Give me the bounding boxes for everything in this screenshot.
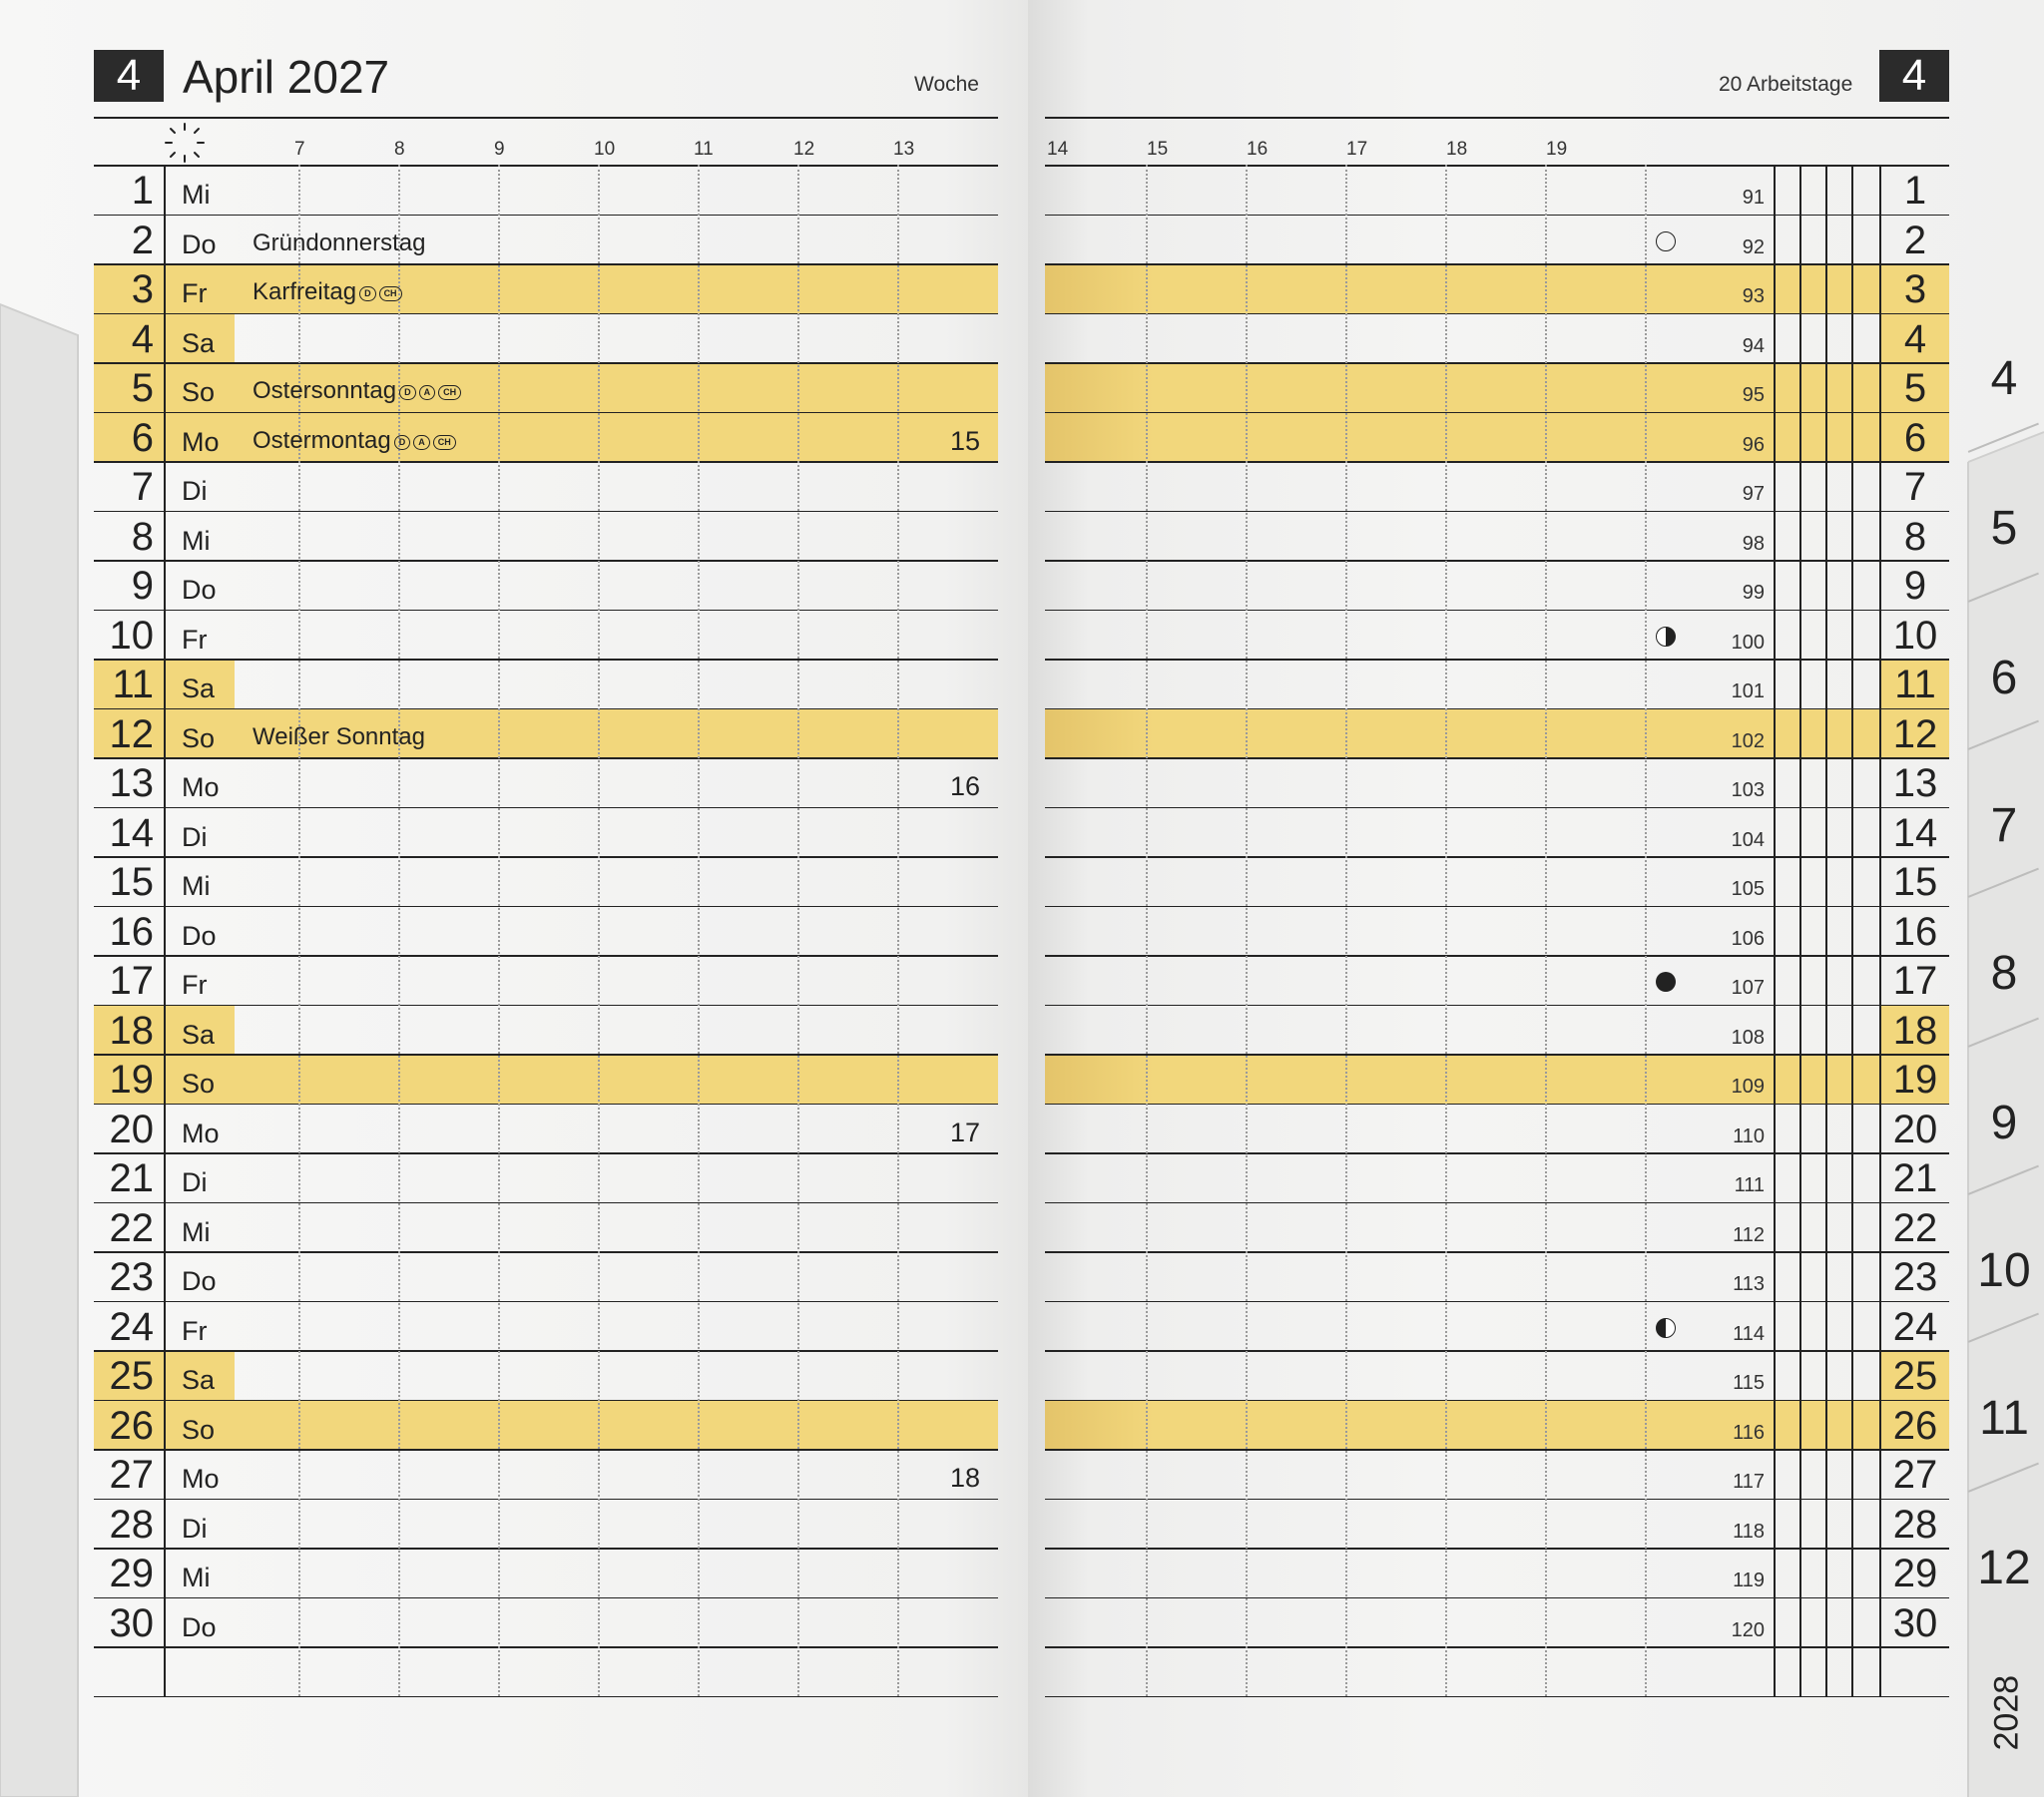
- day-number: 22: [109, 1205, 154, 1250]
- holiday-band: [1045, 263, 1949, 313]
- day-number: 3: [131, 267, 154, 311]
- row-rule: [94, 412, 998, 414]
- row-rule: [94, 807, 998, 809]
- hour-gridline: [1345, 165, 1347, 1696]
- day-number: 24: [109, 1304, 154, 1349]
- moon-phase-icon: [1656, 627, 1676, 647]
- weekday-label: Mo: [182, 426, 220, 457]
- weekday-label: Mi: [182, 180, 211, 210]
- day-number-right: 3: [1903, 267, 1927, 311]
- row-rule: [94, 757, 998, 759]
- row-rule: [94, 1301, 998, 1303]
- week-number: 16: [949, 771, 980, 801]
- day-number: 20: [109, 1107, 154, 1151]
- day-number-right: 9: [1903, 564, 1927, 608]
- row-rule: [1045, 1301, 1949, 1303]
- weekday-label: Di: [182, 1167, 208, 1197]
- day-number: 6: [131, 415, 154, 460]
- moon-phase-icon: [1656, 231, 1676, 251]
- note-column-divider: [1774, 165, 1776, 1696]
- weekday-label: Do: [182, 228, 217, 259]
- row-rule: [94, 461, 998, 463]
- hour-gridline: [1545, 165, 1547, 1696]
- day-number: 30: [109, 1600, 154, 1645]
- row-rule: [94, 1646, 998, 1648]
- day-number: 17: [109, 959, 154, 1003]
- weekday-label: So: [182, 1069, 216, 1099]
- row-rule: [1045, 165, 1949, 167]
- week-number: 17: [949, 1117, 980, 1147]
- row-rule: [94, 165, 998, 167]
- day-number: 28: [109, 1502, 154, 1547]
- day-number-right: 25: [1892, 1354, 1938, 1398]
- row-rule: [1045, 461, 1949, 463]
- day-number-right: 12: [1892, 711, 1938, 756]
- row-rule: [94, 708, 998, 710]
- row-rule: [1045, 906, 1949, 908]
- holiday-band: [94, 412, 998, 462]
- row-rule: [94, 1696, 998, 1698]
- hour-label: 12: [793, 139, 815, 160]
- weekday-label: Di: [182, 1513, 208, 1544]
- day-number: 23: [109, 1255, 154, 1299]
- weekday-label: So: [182, 722, 216, 753]
- row-rule: [94, 1005, 998, 1007]
- day-number-right: 23: [1892, 1255, 1938, 1299]
- weekday-label: Di: [182, 821, 208, 852]
- hour-label: 14: [1047, 139, 1069, 160]
- row-rule: [1045, 1251, 1949, 1253]
- row-rule: [1045, 215, 1949, 217]
- hour-label: 11: [694, 139, 714, 160]
- row-rule: [1045, 1499, 1949, 1501]
- month-tab[interactable]: 5: [1990, 502, 2018, 555]
- hour-gridline: [698, 165, 700, 1696]
- day-of-year: 96: [1742, 433, 1765, 456]
- hour-gridline: [598, 165, 600, 1696]
- month-tab[interactable]: 10: [1977, 1244, 2031, 1297]
- day-number: 29: [109, 1552, 154, 1595]
- day-of-year: 105: [1731, 878, 1765, 900]
- hour-label: 18: [1446, 139, 1468, 160]
- holiday-band: [1045, 1400, 1949, 1450]
- day-number: 15: [109, 860, 154, 904]
- weekday-label: Fr: [182, 278, 208, 308]
- day-of-year: 107: [1731, 977, 1765, 999]
- holiday-label: Gründonnerstag: [253, 228, 426, 256]
- hour-label: 15: [1147, 139, 1169, 160]
- hour-label: 8: [394, 139, 405, 160]
- weekday-label: Sa: [182, 1019, 216, 1050]
- day-number-right: 16: [1892, 909, 1938, 954]
- hour-gridline: [1146, 165, 1148, 1696]
- weekday-label: Do: [182, 1611, 217, 1642]
- day-of-year: 94: [1742, 334, 1765, 357]
- row-rule: [1045, 1202, 1949, 1204]
- weekday-label: Mi: [182, 525, 211, 556]
- weekday-label: Fr: [182, 970, 208, 1000]
- day-number: 18: [109, 1008, 154, 1053]
- weekday-label: So: [182, 1414, 216, 1445]
- holiday-name: [253, 724, 425, 750]
- day-number-right: 5: [1903, 366, 1927, 410]
- week-number: 18: [949, 1463, 980, 1493]
- holiday-name: [253, 279, 402, 305]
- row-rule: [1045, 1449, 1949, 1451]
- hour-label: 16: [1247, 139, 1269, 160]
- moon-phase-icon: [1656, 1318, 1676, 1338]
- day-column-divider: [164, 165, 166, 1696]
- weekday-label: Fr: [182, 1315, 208, 1346]
- row-rule: [94, 1152, 998, 1154]
- note-column-divider: [1825, 165, 1827, 1696]
- day-of-year: 97: [1742, 483, 1765, 505]
- row-rule: [1045, 412, 1949, 414]
- day-number-right: 17: [1892, 959, 1938, 1003]
- row-rule: [1045, 856, 1949, 858]
- day-number-right: 22: [1892, 1205, 1938, 1250]
- row-rule: [94, 313, 998, 315]
- hour-gridline: [797, 165, 799, 1696]
- row-rule: [94, 1251, 998, 1253]
- row-rule: [94, 1104, 998, 1106]
- row-rule: [1045, 807, 1949, 809]
- row-rule: [1045, 757, 1949, 759]
- day-number: 5: [131, 366, 154, 410]
- weekday-label: Sa: [182, 674, 216, 703]
- day-number-right: 14: [1892, 810, 1938, 855]
- holiday-band: [1045, 1054, 1949, 1104]
- holiday-label: Weißer Sonntag: [253, 722, 425, 750]
- day-number-right: 26: [1892, 1403, 1938, 1448]
- day-of-year: 118: [1733, 1520, 1765, 1543]
- day-number: 10: [109, 613, 154, 658]
- row-rule: [94, 1597, 998, 1599]
- day-number-right: 13: [1892, 761, 1938, 805]
- day-number-right: 29: [1892, 1552, 1938, 1595]
- weekday-label: Mo: [182, 1464, 220, 1494]
- holiday-band: [1045, 362, 1949, 412]
- day-of-year: 114: [1733, 1322, 1765, 1345]
- month-tab[interactable]: 9: [1990, 1097, 2018, 1149]
- month-tab[interactable]: 7: [1990, 799, 2018, 852]
- holiday-band: [1045, 708, 1949, 758]
- holiday-name: [253, 378, 461, 404]
- day-number: 9: [131, 564, 154, 608]
- weekday-label: Do: [182, 1266, 217, 1296]
- row-rule: [94, 659, 998, 661]
- holiday-name: [253, 230, 425, 256]
- day-number: 7: [131, 465, 154, 509]
- day-number-right: 11: [1894, 663, 1936, 706]
- row-rule: [94, 215, 998, 217]
- header-rule-right: [1045, 117, 1949, 119]
- day-number: 19: [109, 1058, 154, 1102]
- day-of-year: 104: [1731, 828, 1765, 851]
- moon-phase-icon: [1656, 972, 1676, 992]
- day-of-year: 110: [1733, 1124, 1765, 1147]
- note-column-divider: [1851, 165, 1853, 1696]
- month-tab[interactable]: 11: [1979, 1392, 2029, 1445]
- holiday-band: [94, 708, 998, 758]
- hour-label: 9: [494, 139, 505, 160]
- row-rule: [94, 1548, 998, 1550]
- day-number: 13: [109, 761, 154, 805]
- region-badge: D: [399, 385, 416, 400]
- row-rule: [1045, 955, 1949, 957]
- row-rule: [1045, 1005, 1949, 1007]
- day-number: 4: [131, 316, 154, 361]
- day-number: 12: [109, 711, 154, 756]
- month-number-badge: 4: [94, 50, 164, 102]
- hour-label: 7: [294, 139, 305, 160]
- row-rule: [1045, 1104, 1949, 1106]
- row-rule: [1045, 511, 1949, 513]
- day-of-year: 92: [1742, 235, 1765, 258]
- holiday-band: [94, 362, 998, 412]
- day-of-year: 95: [1742, 384, 1765, 406]
- day-of-year: 117: [1733, 1471, 1765, 1493]
- week-number: 15: [949, 425, 980, 456]
- row-rule: [94, 1350, 998, 1352]
- row-rule: [1045, 313, 1949, 315]
- day-number: 2: [131, 218, 154, 262]
- row-rule: [1045, 1597, 1949, 1599]
- holiday-band: [94, 263, 998, 313]
- row-rule: [94, 511, 998, 513]
- hour-gridline: [1246, 165, 1248, 1696]
- day-number: 26: [109, 1403, 154, 1448]
- holiday-label: Karfreitag: [253, 278, 357, 305]
- weekday-label: Sa: [182, 1365, 216, 1395]
- hour-label: 10: [594, 139, 616, 160]
- row-rule: [1045, 1696, 1949, 1698]
- holiday-band: [94, 1400, 998, 1450]
- day-number-right: 8: [1903, 514, 1927, 559]
- weekday-label: Mo: [182, 1118, 220, 1148]
- day-number-right: 1: [1903, 169, 1927, 213]
- row-rule: [1045, 1646, 1949, 1648]
- weekday-label: Mi: [182, 1216, 211, 1247]
- note-column-divider: [1799, 165, 1801, 1696]
- row-rule: [1045, 1548, 1949, 1550]
- holiday-label: Ostersonntag: [253, 377, 397, 404]
- row-rule: [94, 1400, 998, 1402]
- region-badge: CH: [433, 435, 456, 450]
- row-rule: [94, 955, 998, 957]
- weekday-label: Fr: [182, 624, 208, 655]
- hour-label: 19: [1546, 139, 1568, 160]
- row-rule: [94, 362, 998, 364]
- day-number-right: 21: [1892, 1156, 1938, 1200]
- row-rule: [94, 1054, 998, 1056]
- day-number-right: 2: [1903, 218, 1927, 262]
- weekday-label: Do: [182, 920, 217, 951]
- region-badge: D: [394, 435, 411, 450]
- region-badge: CH: [438, 385, 461, 400]
- row-rule: [94, 906, 998, 908]
- day-number: 16: [109, 909, 154, 954]
- row-rule: [1045, 1152, 1949, 1154]
- row-rule: [1045, 560, 1949, 562]
- day-number: 8: [131, 514, 154, 559]
- day-of-year: 100: [1731, 631, 1765, 654]
- row-rule: [94, 1449, 998, 1451]
- month-tab[interactable]: 12: [1977, 1542, 2031, 1594]
- row-rule: [1045, 263, 1949, 265]
- hour-label: 17: [1346, 139, 1368, 160]
- day-number: 27: [109, 1453, 154, 1497]
- hour-gridline: [1645, 165, 1647, 1696]
- row-rule: [94, 610, 998, 612]
- month-tab[interactable]: 4: [1990, 352, 2018, 405]
- row-rule: [1045, 659, 1949, 661]
- row-rule: [94, 263, 998, 265]
- holiday-name: [253, 428, 456, 454]
- row-rule: [94, 1202, 998, 1204]
- day-number-right: 27: [1892, 1453, 1938, 1497]
- weekday-label: Di: [182, 476, 208, 506]
- weekday-label: Mi: [182, 1563, 211, 1592]
- row-rule: [1045, 1054, 1949, 1056]
- region-badge: A: [413, 435, 430, 450]
- day-number-right: 10: [1892, 613, 1938, 658]
- day-of-year: 112: [1733, 1223, 1765, 1246]
- month-tab[interactable]: 6: [1990, 652, 2018, 704]
- day-number-right: 6: [1903, 415, 1927, 460]
- day-of-year: 115: [1733, 1372, 1765, 1394]
- page-title: April 2027: [183, 51, 390, 103]
- day-of-year: 102: [1731, 729, 1765, 752]
- day-number-right: 19: [1892, 1058, 1938, 1102]
- weekday-label: Mi: [182, 871, 211, 901]
- hour-gridline: [897, 165, 899, 1696]
- row-rule: [1045, 708, 1949, 710]
- day-of-year: 113: [1733, 1273, 1765, 1295]
- row-rule: [94, 856, 998, 858]
- row-rule: [1045, 1400, 1949, 1402]
- day-of-year: 120: [1731, 1618, 1765, 1641]
- day-number-right: 28: [1892, 1502, 1938, 1547]
- hour-label: 13: [893, 139, 915, 160]
- day-of-year: 106: [1731, 927, 1765, 950]
- day-of-year: 111: [1734, 1174, 1765, 1196]
- weekday-label: Sa: [182, 327, 216, 358]
- day-of-year: 101: [1731, 680, 1765, 702]
- year-tab[interactable]: 2028: [1987, 1674, 2026, 1751]
- month-tab[interactable]: 8: [1990, 947, 2018, 1000]
- holiday-band: [1045, 412, 1949, 462]
- row-rule: [1045, 610, 1949, 612]
- day-number-right: 15: [1892, 860, 1938, 904]
- holiday-band: [94, 1054, 998, 1104]
- region-badge: A: [419, 385, 436, 400]
- day-of-year: 99: [1742, 582, 1765, 604]
- day-of-year: 109: [1731, 1076, 1765, 1098]
- day-of-year: 119: [1733, 1570, 1765, 1591]
- right-month-number-badge: 4: [1879, 50, 1949, 102]
- day-of-year: 108: [1731, 1026, 1765, 1049]
- hour-gridline: [498, 165, 500, 1696]
- day-number-right: 20: [1892, 1107, 1938, 1151]
- row-rule: [1045, 1350, 1949, 1352]
- region-badge: CH: [379, 286, 402, 301]
- day-number-right: 7: [1903, 465, 1927, 509]
- holiday-label: Ostermontag: [253, 426, 391, 454]
- day-of-year: 116: [1733, 1421, 1765, 1444]
- hour-gridline: [1445, 165, 1447, 1696]
- region-badge: D: [359, 286, 376, 301]
- day-number-right: 4: [1903, 316, 1927, 361]
- day-number: 1: [131, 169, 154, 213]
- day-number: 25: [109, 1354, 154, 1398]
- row-rule: [94, 1499, 998, 1501]
- day-of-year: 93: [1742, 285, 1765, 307]
- day-of-year: 103: [1731, 779, 1765, 801]
- day-number-right: 24: [1892, 1304, 1938, 1349]
- weekday-label: So: [182, 377, 216, 407]
- row-rule: [1045, 362, 1949, 364]
- day-number-right: 18: [1892, 1008, 1938, 1053]
- day-number: 11: [112, 663, 154, 706]
- sun-icon: [164, 122, 206, 164]
- day-of-year: 98: [1742, 532, 1765, 555]
- day-number-right: 30: [1892, 1600, 1938, 1645]
- workdays-label: 20 Arbeitstage: [1719, 73, 1853, 96]
- week-label: Woche: [914, 73, 979, 96]
- weekday-label: Do: [182, 575, 217, 605]
- weekday-label: Mo: [182, 772, 220, 802]
- day-of-year: 91: [1742, 187, 1765, 209]
- day-number: 14: [109, 810, 154, 855]
- row-rule: [94, 560, 998, 562]
- day-number: 21: [109, 1156, 154, 1200]
- header-rule-left: [94, 117, 998, 119]
